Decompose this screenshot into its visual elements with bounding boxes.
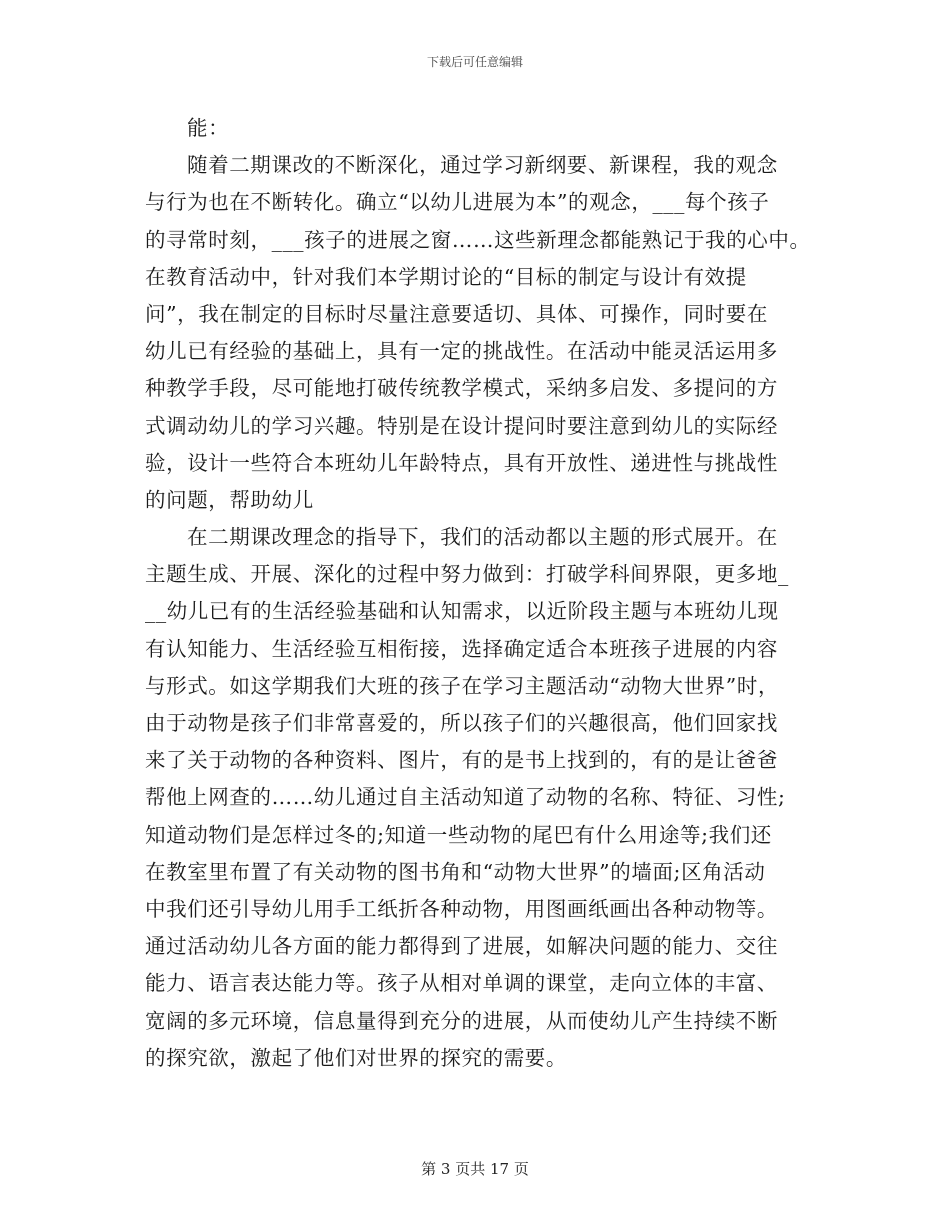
text-line: 在教育活动中，针对我们本学期讨论的“目标的制定与设计有效提 bbox=[145, 264, 747, 289]
page-number: 第 3 页共 17 页 bbox=[421, 1160, 529, 1178]
text-line: 能力、语言表达能力等。孩子从相对单调的课堂，走向立体的丰富、 bbox=[145, 971, 778, 996]
text-line: 随着二期课改的不断深化，通过学习新纲要、新课程，我的观念 bbox=[187, 153, 778, 178]
text-line: 与行为也在不断转化。确立“以幼儿进展为本”的观念，___每个孩子 bbox=[145, 190, 770, 215]
page-header: 下载后可任意编辑 bbox=[426, 55, 523, 69]
text-line: 的问题，帮助幼儿 bbox=[145, 487, 314, 512]
text-line: 来了关于动物的各种资料、图片，有的是书上找到的，有的是让爸爸 bbox=[145, 748, 778, 773]
text-line: 在教室里布置了有关动物的图书角和“动物大世界”的墙面;区角活动 bbox=[145, 859, 766, 884]
text-line: 主题生成、开展、深化的过程中努力做到：打破学科间界限，更多地_ bbox=[145, 562, 789, 587]
text-line: 的寻常时刻，___孩子的进展之窗……这些新理念都能熟记于我的心中。 bbox=[145, 227, 811, 252]
text-line: __幼儿已有的生活经验基础和认知需求，以近阶段主题与本班幼儿现 bbox=[145, 599, 779, 624]
text-line: 由于动物是孩子们非常喜爱的，所以孩子们的兴趣很高，他们回家找 bbox=[145, 711, 778, 735]
text-line: 中我们还引导幼儿用手工纸折各种动物，用图画纸画出各种动物等。 bbox=[145, 896, 778, 921]
text-line: 幼儿已有经验的基础上，具有一定的挑战性。在活动中能灵活运用多 bbox=[145, 339, 778, 364]
document-body bbox=[145, 110, 825, 1077]
text-line: 在二期课改理念的指导下，我们的活动都以主题的形式展开。在 bbox=[187, 525, 778, 550]
text-line: 有认知能力、生活经验互相衔接，选择确定适合本班孩子进展的内容 bbox=[145, 636, 778, 661]
text-line: 的探究欲，激起了他们对世界的探究的需要。 bbox=[145, 1045, 567, 1070]
text-line: 验，设计一些符合本班幼儿年龄特点，具有开放性、递进性与挑战性 bbox=[145, 450, 778, 475]
text-line: 种教学手段，尽可能地打破传统教学模式，采纳多启发、多提问的方 bbox=[145, 376, 778, 401]
text-line: 通过活动幼儿各方面的能力都得到了进展，如解决问题的能力、交往 bbox=[145, 934, 778, 959]
text-line: 问”，我在制定的目标时尽量注意要适切、具体、可操作，同时要在 bbox=[145, 301, 768, 326]
text-line: 能： bbox=[187, 116, 230, 140]
text-line: 与形式。如这学期我们大班的孩子在学习主题活动“动物大世界”时， bbox=[145, 673, 780, 698]
text-line: 式调动幼儿的学习兴趣。特别是在设计提问时要注意到幼儿的实际经 bbox=[145, 413, 778, 438]
text-line: 知道动物们是怎样过冬的;知道一些动物的尾巴有什么用途等;我们还 bbox=[145, 822, 772, 847]
text-line: 宽阔的多元环境，信息量得到充分的进展，从而使幼儿产生持续不断 bbox=[145, 1008, 778, 1033]
text-line: 帮他上网查的……幼儿通过自主活动知道了动物的名称、特征、习性; bbox=[145, 785, 786, 810]
